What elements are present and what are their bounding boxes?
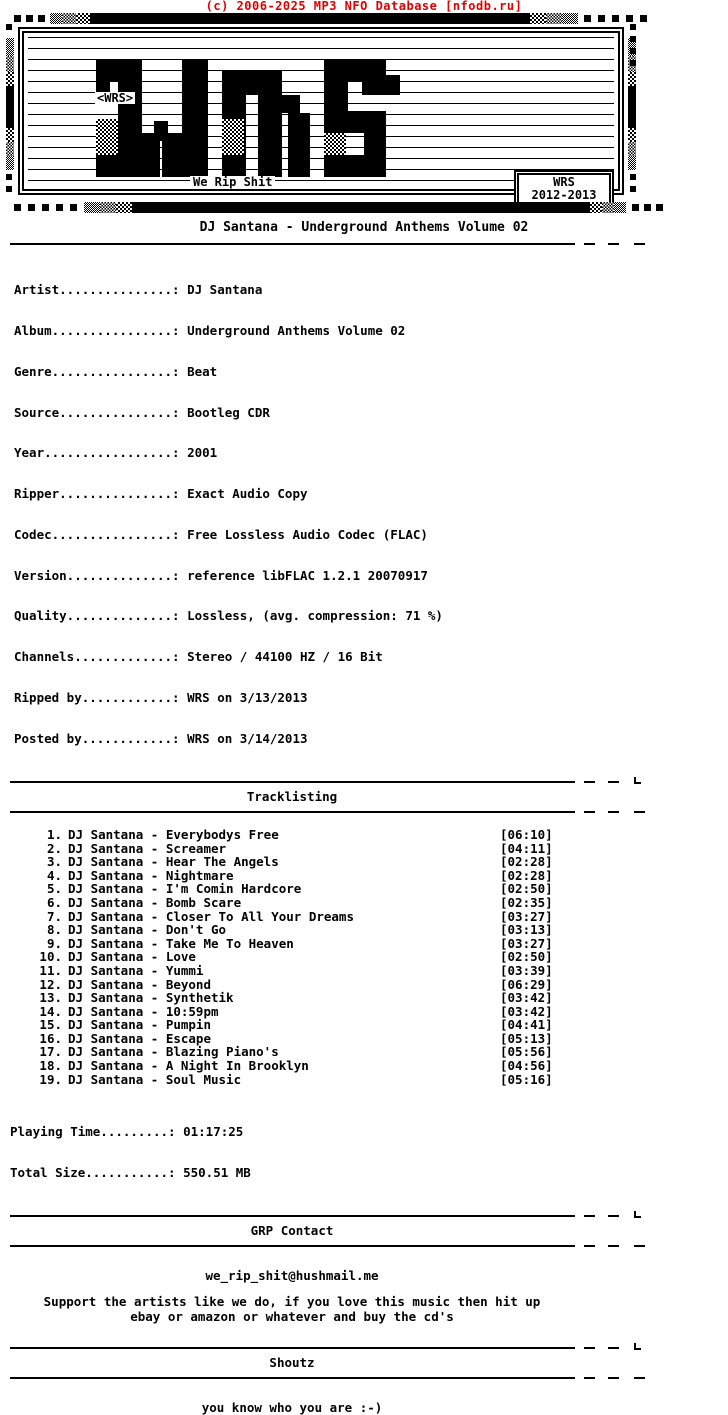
logo-year-badge-years: 2012-2013: [531, 188, 597, 202]
logo-tagline: We Rip Shit: [190, 176, 275, 188]
track-duration: [02:28]: [500, 854, 553, 870]
track-duration: [05:56]: [500, 1044, 553, 1060]
track-duration: [02:35]: [500, 894, 553, 910]
track-number: 9.: [46, 935, 62, 951]
track-duration: [03:42]: [500, 990, 553, 1006]
info-line: Artist...............: DJ Santana: [14, 282, 263, 298]
track-row: [28, 1018, 728, 1032]
track-row: [28, 1059, 728, 1073]
site-banner: (c) 2006-2025 MP3 NFO Database [nfodb.ru]: [205, 0, 523, 13]
track-name: DJ Santana - Yummi: [68, 962, 204, 978]
track-row: [28, 855, 728, 869]
track-row: [28, 964, 728, 978]
release-title: DJ Santana - Underground Anthems Volume 02: [199, 220, 529, 235]
track-duration: [05:13]: [500, 1030, 553, 1046]
support-message-line-1: Support the artists like we do, if you love this music then hit up: [43, 1293, 541, 1309]
totals-block: [0, 1086, 728, 1193]
track-row: [28, 828, 728, 842]
track-number: 14.: [39, 1003, 62, 1019]
section-header-grp-contact: GRP Contact: [250, 1223, 334, 1239]
info-line: Year.................: 2001: [14, 445, 218, 461]
track-name: DJ Santana - Synthetik: [68, 990, 234, 1006]
track-number: 4.: [46, 867, 62, 883]
track-duration: [04:56]: [500, 1058, 553, 1074]
track-number: 13.: [39, 990, 62, 1006]
track-number: 11.: [39, 962, 62, 978]
track-name: DJ Santana - Screamer: [68, 840, 227, 856]
divider-rule: [0, 777, 728, 786]
track-name: DJ Santana - Closer To All Your Dreams: [68, 908, 354, 924]
track-duration: [03:27]: [500, 935, 553, 951]
track-number: 2.: [46, 840, 62, 856]
info-line: Genre................: Beat: [14, 363, 218, 379]
track-row: [28, 896, 728, 910]
info-line: Ripper...............: Exact Audio Copy: [14, 486, 308, 502]
tracklist: [0, 816, 728, 1086]
track-name: DJ Santana - Take Me To Heaven: [68, 935, 294, 951]
logo-inner-tag: <WRS>: [97, 91, 134, 105]
track-name: DJ Santana - I'm Comin Hardcore: [68, 881, 302, 897]
track-duration: [02:50]: [500, 881, 553, 897]
track-row: [28, 978, 728, 992]
info-line: Source...............: Bootleg CDR: [14, 404, 270, 420]
track-name: DJ Santana - Everybodys Free: [68, 826, 279, 842]
track-name: DJ Santana - Blazing Piano's: [68, 1044, 279, 1060]
track-row: [28, 1073, 728, 1087]
total-size: Total Size...........: 550.51 MB: [10, 1165, 251, 1181]
top-decorative-border: [0, 13, 728, 24]
track-name: DJ Santana - Beyond: [68, 976, 211, 992]
track-duration: [04:41]: [500, 1017, 553, 1033]
info-line: Ripped by............: WRS on 3/13/2013: [14, 690, 308, 705]
info-line: Version..............: reference libFLAC 1.2.1 20070917: [14, 567, 428, 583]
logo-scanline-field: [28, 37, 614, 185]
section-header-shoutz: Shoutz: [269, 1354, 315, 1370]
track-name: DJ Santana - Pumpin: [68, 1017, 211, 1033]
track-duration: [06:10]: [500, 826, 553, 842]
track-name: DJ Santana - Nightmare: [68, 867, 234, 883]
track-number: 16.: [39, 1030, 62, 1046]
divider-rule: [0, 1373, 728, 1382]
info-line: Channels.............: Stereo / 44100 HZ / 16 Bit: [14, 649, 383, 665]
info-line: Posted by............: WRS on 3/14/2013: [14, 730, 308, 746]
divider-rule: [0, 1343, 728, 1352]
track-row: [28, 923, 728, 937]
track-number: 3.: [46, 854, 62, 870]
track-name: DJ Santana - Soul Music: [68, 1071, 242, 1087]
track-number: 10.: [39, 949, 62, 965]
contact-email[interactable]: we_rip_shit@hushmail.me: [205, 1268, 379, 1284]
track-duration: [03:13]: [500, 922, 553, 938]
track-name: DJ Santana - Bomb Scare: [68, 894, 242, 910]
logo-year-badge-group: WRS: [553, 175, 575, 189]
track-duration: [05:16]: [500, 1071, 553, 1087]
track-name: DJ Santana - Hear The Angels: [68, 854, 279, 870]
divider-rule: [0, 807, 728, 816]
divider-rule: [0, 239, 728, 248]
ascii-art-logo: [0, 24, 728, 202]
shoutz-text: you know who you are :-): [201, 1399, 383, 1415]
track-row: [28, 869, 728, 883]
info-line: Album................: Underground Anthems Volume 02: [14, 322, 406, 338]
track-number: 17.: [39, 1044, 62, 1060]
track-row: [28, 882, 728, 896]
track-name: DJ Santana - Don't Go: [68, 922, 227, 938]
track-number: 1.: [46, 826, 62, 842]
track-row: [28, 1045, 728, 1059]
track-number: 7.: [46, 908, 62, 924]
track-row: [28, 937, 728, 951]
divider-rule: [0, 1241, 728, 1250]
track-row: [28, 910, 728, 924]
track-duration: [02:50]: [500, 949, 553, 965]
logo-right-edge-gradient: [628, 38, 636, 170]
track-number: 6.: [46, 894, 62, 910]
info-line: Codec................: Free Lossless Audio Codec (FLAC): [14, 526, 428, 542]
track-name: DJ Santana - Love: [68, 949, 196, 965]
track-row: [28, 842, 728, 856]
track-number: 19.: [39, 1071, 62, 1087]
track-duration: [04:11]: [500, 840, 553, 856]
section-header-tracklisting: Tracklisting: [246, 788, 338, 804]
track-number: 8.: [46, 922, 62, 938]
support-message-line-2: ebay or amazon or whatever and buy the cd's: [130, 1309, 454, 1325]
divider-rule: [0, 1211, 728, 1220]
logo-left-edge-gradient: [6, 38, 14, 170]
track-duration: [03:39]: [500, 962, 553, 978]
track-row: [28, 991, 728, 1005]
track-name: DJ Santana - Escape: [68, 1030, 211, 1046]
track-row: [28, 1005, 728, 1019]
bottom-decorative-border: [0, 202, 728, 213]
track-row: [28, 1032, 728, 1046]
track-duration: [06:29]: [500, 976, 553, 992]
track-number: 18.: [39, 1058, 62, 1074]
info-line: Quality..............: Lossless, (avg. compression: 71 %): [14, 608, 443, 624]
track-number: 12.: [39, 976, 62, 992]
track-number: 15.: [39, 1017, 62, 1033]
track-row: [28, 950, 728, 964]
track-name: DJ Santana - A Night In Brooklyn: [68, 1058, 309, 1074]
track-name: DJ Santana - 10:59pm: [68, 1003, 219, 1019]
track-number: 5.: [46, 881, 62, 897]
playing-time: Playing Time.........: 01:17:25: [10, 1124, 244, 1140]
track-duration: [03:27]: [500, 908, 553, 924]
track-duration: [03:42]: [500, 1003, 553, 1019]
track-duration: [02:28]: [500, 867, 553, 883]
release-info-block: [0, 248, 728, 759]
